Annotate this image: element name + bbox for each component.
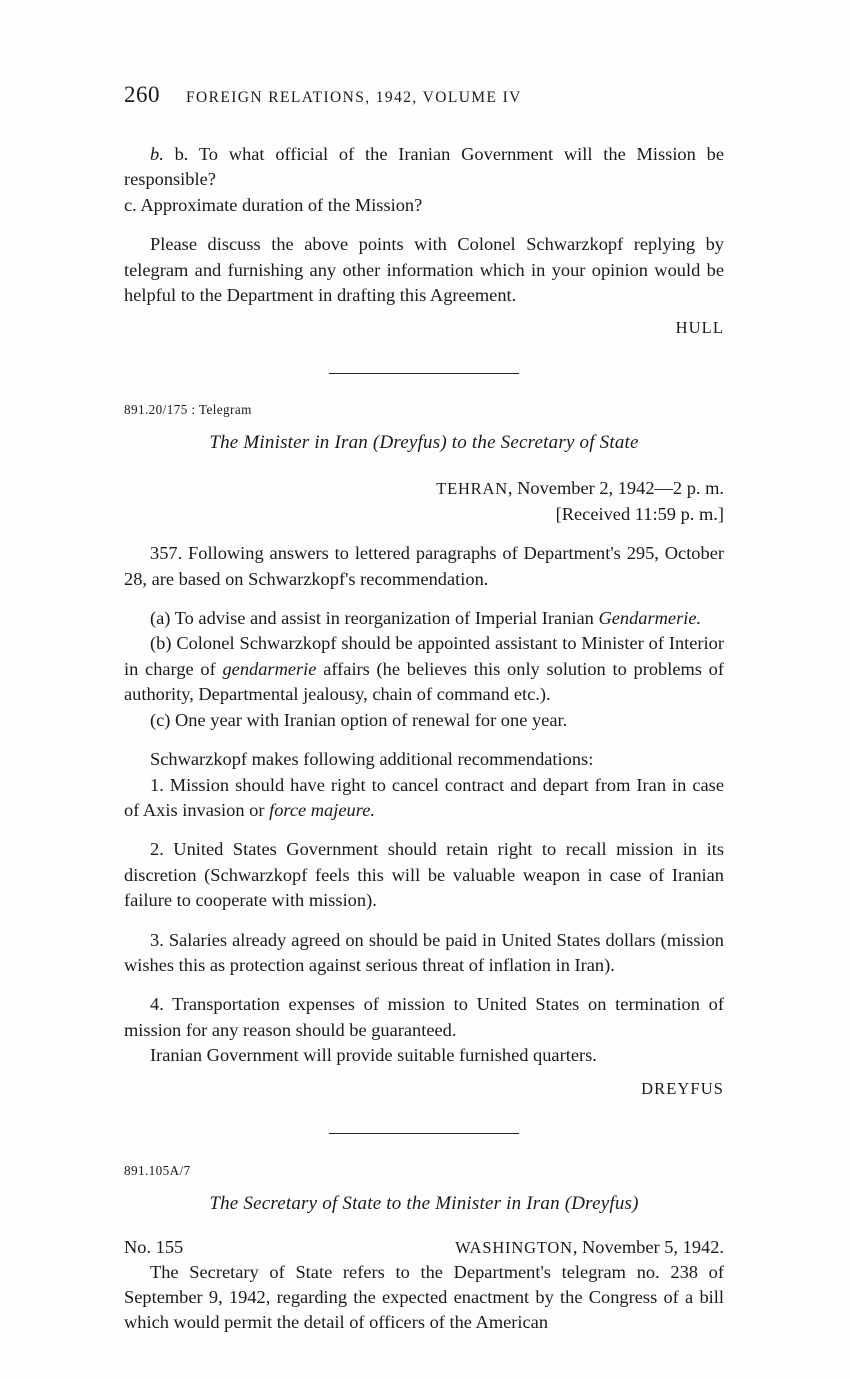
section-divider-2: [124, 1125, 724, 1143]
running-head: [124, 82, 724, 108]
doc3-title-part1: The Secretary of State to the Minister in Iran (: [209, 1192, 572, 1214]
recommendation-1-italic: force majeure.: [269, 799, 375, 820]
paragraph-item-b-text: b. To what official of the Iranian Government will the Mission be responsible?: [124, 144, 724, 190]
recommendation-1: [124, 773, 724, 824]
section-divider-1: [124, 364, 724, 382]
dateline-city: TEHRAN: [436, 479, 508, 499]
doc3-title-name: Dreyfus: [571, 1192, 633, 1214]
paragraph-item-c2: (c) One year with Iranian option of renewal for one year.: [150, 709, 568, 730]
paragraph-item-c: [124, 193, 724, 218]
recommendation-3: 3. Salaries already agreed on should be paid in United States dollars (mission wishes this as protection against serious threat of inflation in Iran).: [124, 929, 724, 975]
file-number-doc2: 891.20/175 : Telegram: [124, 402, 252, 418]
item-b2-text: (b) Colonel Schwarzkopf should be appointed assistant to Minister of Interior in charge of: [124, 633, 724, 679]
paragraph-item-a: [124, 606, 724, 631]
recommendation-2: 2. United States Government should retain right to recall mission in its discretion (Schwarzkopf feels this will be valuable weapon in case of Iranian failure to cooperate with mission).: [124, 839, 724, 911]
item-b2-text-post: affairs (he believes this only solution to problems of authority, Departmental jealousy, chain of command etc.).: [124, 658, 724, 705]
paragraph-item-c-text: c. Approximate duration of the Mission?: [124, 194, 423, 215]
doc2-title-name: Dreyfus: [379, 432, 441, 454]
paragraph-item-b2: [124, 631, 724, 707]
recommendation-1-text: 1. Mission should have right to cancel contract and depart from Iran in case of Axis invasion or: [124, 774, 724, 820]
paragraph-refers: The Secretary of State refers to the Department's telegram no. 238 of September 9, 1942, regarding the expected enactment by the Congress of a bill which would permit the detail of officers of the American: [124, 1261, 724, 1333]
file-number-doc3: 891.105A/7: [124, 1162, 191, 1178]
dateline-doc3: [455, 1237, 724, 1258]
page-number: 260: [124, 82, 160, 107]
document-number-line: [124, 1237, 724, 1258]
divider-rule: [329, 373, 519, 374]
doc2-title-part1: The Minister in Iran (: [209, 432, 380, 454]
doc3-title-part2: ): [632, 1192, 639, 1214]
received-stamp-doc2: [Received 11:59 p. m.]: [555, 503, 724, 524]
item-a-italic: Gendarmerie.: [598, 608, 702, 629]
document-number: No. 155: [124, 1236, 184, 1257]
document-title-doc3: [124, 1193, 724, 1215]
recommendation-4: 4. Transportation expenses of mission to United States on termination of mission for any reason should be guaranteed.: [124, 994, 724, 1040]
running-head-title: FOREIGN RELATIONS, 1942, VOLUME IV: [186, 89, 522, 106]
paragraph-please-discuss: Please discuss the above points with Colonel Schwarzkopf replying by telegram and furnishing any other information which in your opinion would be helpful to the Department in drafting this Agreement.: [124, 234, 724, 306]
dateline-date: , November 2, 1942—2 p. m.: [507, 478, 724, 499]
item-a-text: (a) To advise and assist in reorganization of Imperial Iranian: [150, 608, 599, 629]
signature-dreyfus: DREYFUS: [641, 1078, 724, 1098]
paragraph-quarters: Iranian Government will provide suitable furnished quarters.: [150, 1045, 597, 1066]
paragraph-item-b: b. b. To what official of the Iranian Government will the Mission be responsible?: [124, 144, 724, 190]
document-title-doc2: [124, 432, 724, 454]
doc2-title-part2: ) to the Secretary of State: [440, 432, 639, 454]
paragraph-357: 357. Following answers to lettered paragraphs of Department's 295, October 28, are based on Schwarzkopf's recommendation.: [124, 543, 724, 589]
dateline-doc2: [124, 476, 724, 501]
page-content: [124, 82, 724, 1336]
item-b2-italic: gendarmerie: [222, 658, 317, 679]
dateline-date-doc3: , November 5, 1942.: [572, 1236, 724, 1257]
divider-rule-2: [329, 1133, 519, 1134]
signature-hull: HULL: [675, 318, 724, 338]
dateline-city-doc3: WASHINGTON: [455, 1237, 573, 1257]
paragraph-recommendations-intro: Schwarzkopf makes following additional recommendations:: [150, 749, 594, 770]
